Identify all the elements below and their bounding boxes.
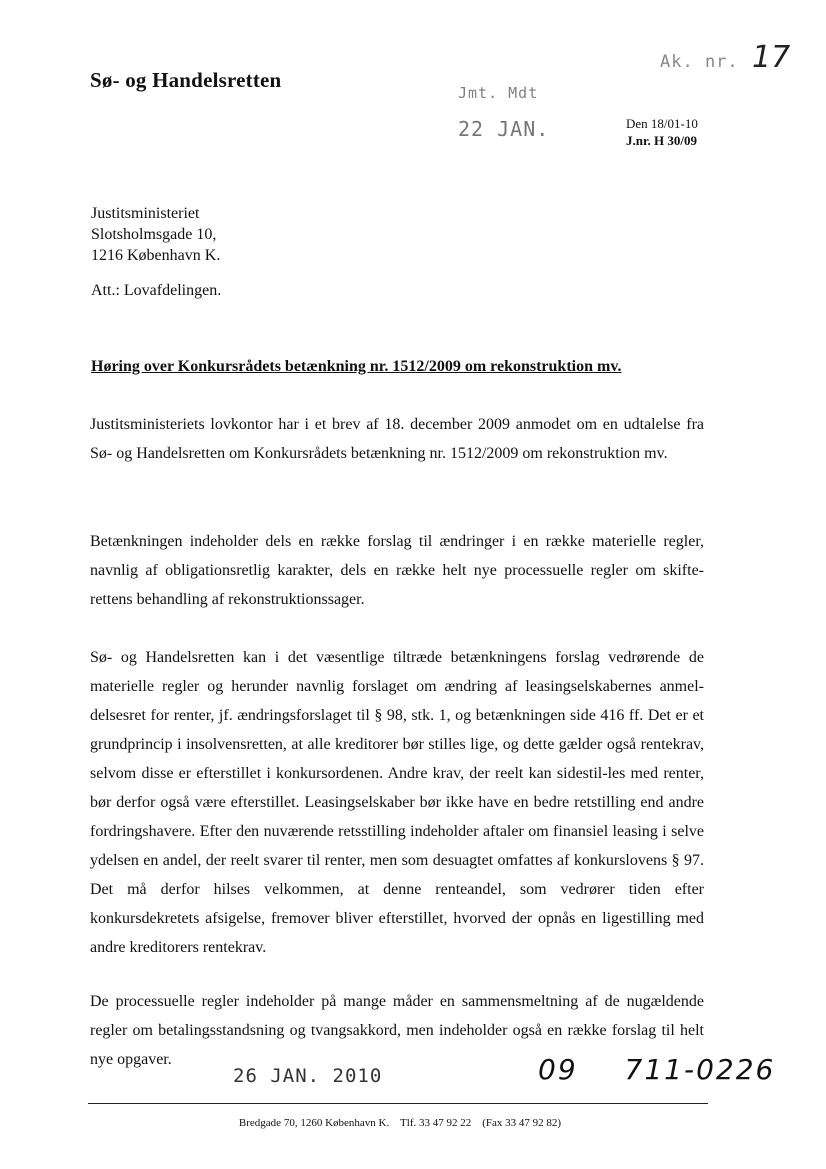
archive-mark: Ak. nr.: [660, 52, 739, 72]
footer: [90, 1117, 710, 1129]
body-paragraph-3: Sø- og Handelsretten kan i det væsentlige tiltræde betænkningens forslag vedrørende de materielle regler og herunder navnlig forslaget om ændring af leasingselskabernes anmel-delsesret for renter, jf. ændringsforslaget til § 98, stk. 1, og betænkningen side 416 ff. Det er et grundprincip i insolvensretten, at alle kreditorer bør stilles lige, og dette gælder også rentekrav, selvom disse er efterstillet i konkursordenen. Andre krav, der reelt kan sidestil-les med renter, bør derfor også være efterstillet. Leasingselskaber bør ikke have en bedre retstilling end andre fordringshavere. Efter den nuværende retsstilling indeholder aftaler om finansiel leasing i selve ydelsen en andel, der reelt svarer til renter, men som desuagtet omfattes af konkurslovens § 97. Det må derfor hilses velkommen, at denne renteandel, som vedrører tiden efter konkursdekretets afsigelse, fremover bliver efterstillet, hvorved der opnås en ligestilling med andre kreditorers rentekrav.: [90, 649, 704, 956]
received-date-stamp: 26 JAN. 2010: [233, 1065, 383, 1087]
court-name: Sø- og Handelsretten: [90, 68, 282, 92]
recipient-name: Justitsministeriet: [91, 205, 200, 222]
recipient-address: [91, 203, 220, 266]
letter-date: Den 18/01-10: [626, 116, 698, 131]
footer-fax: (Fax 33 47 92 82): [482, 1117, 562, 1129]
received-stamp: Jmt. Mdt: [458, 84, 539, 102]
handwritten-case-number: 09 711-0226: [538, 1053, 776, 1086]
archive-number: 17: [752, 40, 791, 75]
footer-phone: Tlf. 33 47 92 22: [400, 1117, 472, 1129]
recipient-street: Slotsholmsgade 10,: [91, 226, 217, 243]
body-paragraph-2: Betænkningen indeholder dels en række forslag til ændringer i en række materielle regler, navnlig af obligationsretlig karakter, dels en række helt nye processuelle regler om skifte-rettens behandling af rekonstruktionssager.: [90, 533, 704, 608]
body-paragraph-1: Justitsministeriets lovkontor har i et brev af 18. december 2009 anmodet om en udtalelse fra Sø- og Handelsretten om Konkursrådets betænkning nr. 1512/2009 om rekonstruktion mv.: [90, 416, 704, 462]
attention-line: Att.: Lovafdelingen.: [91, 282, 222, 299]
received-stamp-date: 22 JAN.: [458, 117, 550, 141]
recipient-city: 1216 København K.: [91, 247, 221, 264]
footer-address: Bredgade 70, 1260 København K.: [238, 1117, 390, 1129]
subject-line: Høring over Konkursrådets betænkning nr. 1512/2009 om rekonstruktion mv.: [91, 358, 622, 375]
footer-divider: [88, 1103, 708, 1104]
date-block: [626, 115, 698, 149]
body-paragraph-4: De processuelle regler indeholder på mange måder en sammensmeltning af de nugældende regler om betalingsstandsning og tvangsakkord, men indeholder også en række forslag til helt nye opgaver.: [90, 993, 704, 1068]
journal-number: J.nr. H 30/09: [626, 133, 698, 148]
